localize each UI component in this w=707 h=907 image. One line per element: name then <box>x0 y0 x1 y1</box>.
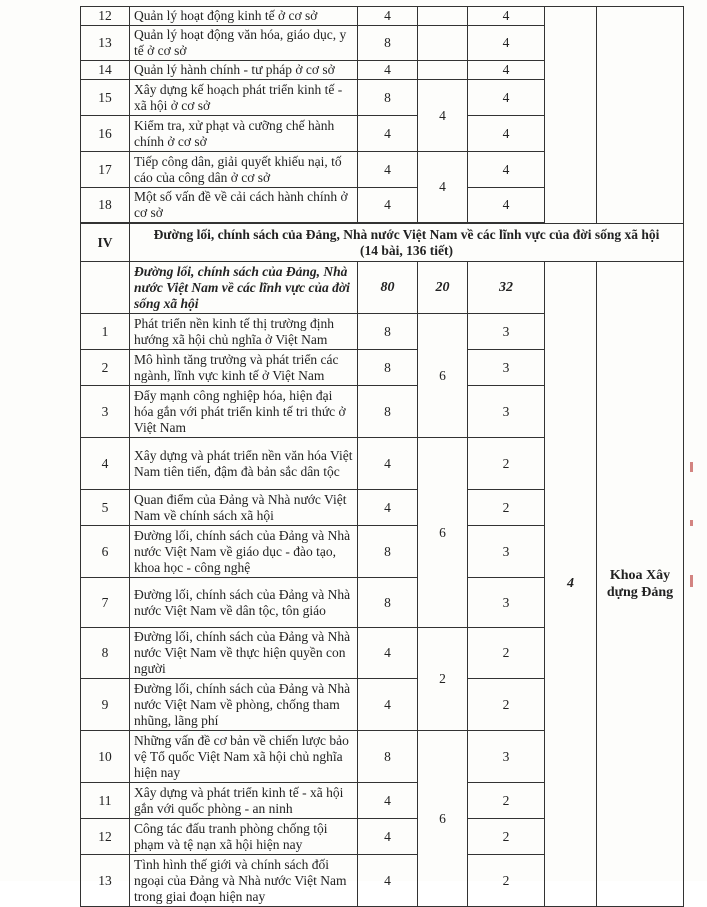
hours-a: 8 <box>358 80 418 116</box>
hours-b-merged: 6 <box>418 438 468 628</box>
hours-a: 8 <box>358 731 418 783</box>
hours-b-merged: 2 <box>418 628 468 731</box>
hours-a: 8 <box>358 26 418 61</box>
row-number <box>81 262 130 314</box>
hours-a: 4 <box>358 819 418 855</box>
hours-c: 2 <box>468 679 545 731</box>
department-cell <box>597 7 684 224</box>
hours-a: 4 <box>358 116 418 152</box>
section-summary-row <box>81 262 684 314</box>
col-d-merged: 4 <box>545 262 597 907</box>
curriculum-table <box>80 6 684 907</box>
hours-c: 2 <box>468 490 545 526</box>
lesson-title: Tình hình thế giới và chính sách đối ngoại của Đảng và Nhà nước Việt Nam trong giai đoạn hiện nay <box>130 855 358 907</box>
section-header-row <box>81 224 684 262</box>
hours-b <box>418 26 468 61</box>
margin-scan-mark <box>690 575 693 587</box>
hours-a: 4 <box>358 490 418 526</box>
section-number: IV <box>81 224 130 262</box>
lesson-title: Quản lý hoạt động văn hóa, giáo dục, y tế ở cơ sở <box>130 26 358 61</box>
hours-b-merged: 6 <box>418 731 468 907</box>
lesson-title: Quan điểm của Đảng và Nhà nước Việt Nam về chính sách xã hội <box>130 490 358 526</box>
row-number: 15 <box>81 80 130 116</box>
row-number: 4 <box>81 438 130 490</box>
hours-b-merged: 6 <box>418 314 468 438</box>
hours-a: 4 <box>358 61 418 80</box>
lesson-title: Đường lối, chính sách của Đảng và Nhà nước Việt Nam về thực hiện quyền con người <box>130 628 358 679</box>
hours-c: 3 <box>468 526 545 578</box>
hours-c: 4 <box>468 116 545 152</box>
hours-c: 4 <box>468 152 545 188</box>
row-number: 12 <box>81 819 130 855</box>
row-number: 13 <box>81 855 130 907</box>
department-name: Khoa Xây dựng Đảng <box>597 262 684 907</box>
hours-c: 2 <box>468 438 545 490</box>
hours-a: 8 <box>358 314 418 350</box>
lesson-title: Phát triển nền kinh tế thị trường định hướng xã hội chủ nghĩa ở Việt Nam <box>130 314 358 350</box>
row-number: 2 <box>81 350 130 386</box>
hours-b <box>418 7 468 26</box>
lesson-title: Xây dựng kế hoạch phát triển kinh tế - xã hội ở cơ sở <box>130 80 358 116</box>
lesson-title: Đường lối, chính sách của Đảng và Nhà nước Việt Nam về dân tộc, tôn giáo <box>130 578 358 628</box>
row-number: 11 <box>81 783 130 819</box>
hours-a: 8 <box>358 386 418 438</box>
row-number: 9 <box>81 679 130 731</box>
hours-c: 2 <box>468 855 545 907</box>
row-number: 14 <box>81 61 130 80</box>
hours-a: 4 <box>358 7 418 26</box>
row-number: 16 <box>81 116 130 152</box>
hours-b-merged: 4 <box>418 152 468 223</box>
hours-c: 3 <box>468 578 545 628</box>
hours-a: 4 <box>358 855 418 907</box>
lesson-title: Công tác đấu tranh phòng chống tội phạm và tệ nạn xã hội hiện nay <box>130 819 358 855</box>
lesson-title: Những vấn đề cơ bản về chiến lược bảo vệ Tổ quốc Việt Nam xã hội chủ nghĩa hiện nay <box>130 731 358 783</box>
row-number: 3 <box>81 386 130 438</box>
lesson-title: Đẩy mạnh công nghiệp hóa, hiện đại hóa gắn với phát triển kinh tế tri thức ở Việt Nam <box>130 386 358 438</box>
row-number: 10 <box>81 731 130 783</box>
row-number: 12 <box>81 7 130 26</box>
hours-b-merged: 4 <box>418 80 468 152</box>
hours-c: 3 <box>468 314 545 350</box>
row-number: 18 <box>81 188 130 223</box>
lesson-title: Đường lối, chính sách của Đảng và Nhà nước Việt Nam về phòng, chống tham nhũng, lãng phí <box>130 679 358 731</box>
margin-scan-mark <box>690 462 693 472</box>
hours-c: 4 <box>468 26 545 61</box>
lesson-title: Một số vấn đề về cải cách hành chính ở cơ sở <box>130 188 358 223</box>
section-title: Đường lối, chính sách của Đảng, Nhà nước Việt Nam về các lĩnh vực của đời sống xã hội <box>153 226 660 242</box>
col-d-cell <box>545 7 597 224</box>
summary-hours-b: 20 <box>418 262 468 314</box>
lesson-title: Đường lối, chính sách của Đảng và Nhà nước Việt Nam về giáo dục - đào tạo, khoa học - công nghệ <box>130 526 358 578</box>
hours-c: 4 <box>468 80 545 116</box>
hours-c: 3 <box>468 350 545 386</box>
row-number: 13 <box>81 26 130 61</box>
hours-a: 8 <box>358 526 418 578</box>
row-number: 17 <box>81 152 130 188</box>
row-number: 8 <box>81 628 130 679</box>
row-number: 6 <box>81 526 130 578</box>
table-row <box>81 7 684 26</box>
hours-a: 4 <box>358 438 418 490</box>
lesson-title: Mô hình tăng trưởng và phát triển các ngành, lĩnh vực kinh tế ở Việt Nam <box>130 350 358 386</box>
section-subtitle: (14 bài, 136 tiết) <box>360 242 453 258</box>
hours-c: 3 <box>468 731 545 783</box>
hours-c: 2 <box>468 628 545 679</box>
lesson-title: Quản lý hoạt động kinh tế ở cơ sở <box>130 7 358 26</box>
hours-c: 2 <box>468 819 545 855</box>
lesson-title: Tiếp công dân, giải quyết khiếu nại, tố cáo của công dân ở cơ sở <box>130 152 358 188</box>
hours-c: 2 <box>468 783 545 819</box>
hours-a: 4 <box>358 188 418 223</box>
summary-hours-c: 32 <box>468 262 545 314</box>
hours-b <box>418 61 468 80</box>
hours-a: 8 <box>358 350 418 386</box>
summary-title: Đường lối, chính sách của Đảng, Nhà nước Việt Nam về các lĩnh vực của đời sống xã hội <box>130 262 358 314</box>
lesson-title: Xây dựng và phát triển nền văn hóa Việt Nam tiên tiến, đậm đà bản sắc dân tộc <box>130 438 358 490</box>
section-title-cell <box>130 224 684 262</box>
hours-c: 4 <box>468 188 545 223</box>
row-number: 5 <box>81 490 130 526</box>
summary-hours-a: 80 <box>358 262 418 314</box>
hours-c: 4 <box>468 61 545 80</box>
hours-a: 4 <box>358 679 418 731</box>
hours-c: 3 <box>468 386 545 438</box>
hours-c: 4 <box>468 7 545 26</box>
hours-a: 4 <box>358 628 418 679</box>
hours-a: 4 <box>358 152 418 188</box>
hours-a: 8 <box>358 578 418 628</box>
lesson-title: Quản lý hành chính - tư pháp ở cơ sở <box>130 61 358 80</box>
lesson-title: Xây dựng và phát triển kinh tế - xã hội gắn với quốc phòng - an ninh <box>130 783 358 819</box>
hours-a: 4 <box>358 783 418 819</box>
lesson-title: Kiểm tra, xử phạt và cưỡng chế hành chính ở cơ sở <box>130 116 358 152</box>
margin-scan-mark <box>690 520 693 526</box>
row-number: 7 <box>81 578 130 628</box>
row-number: 1 <box>81 314 130 350</box>
